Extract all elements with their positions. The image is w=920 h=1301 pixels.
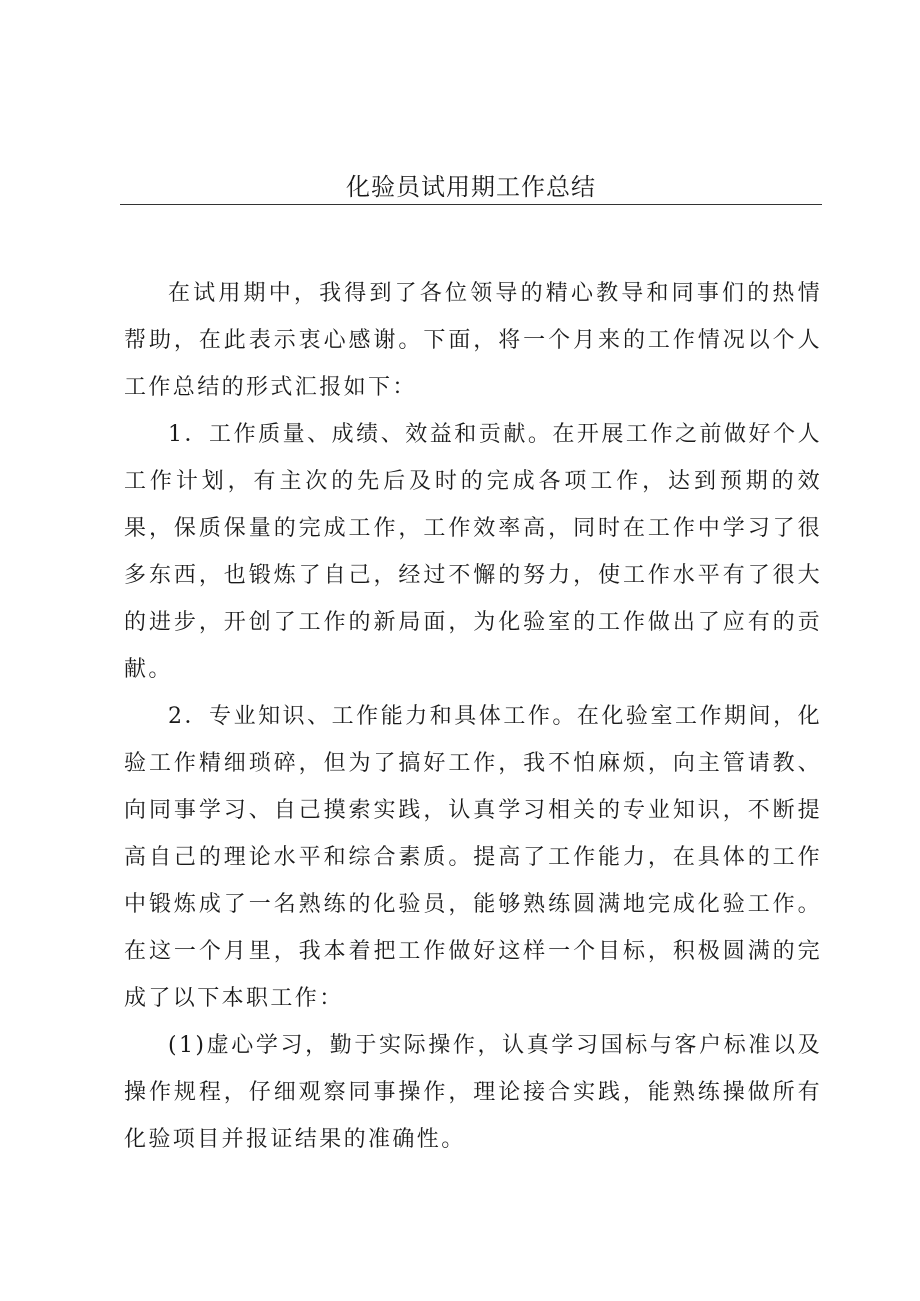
document-body — [124, 270, 822, 1163]
paragraph-section-2: 2．专业知识、工作能力和具体工作。在化验室工作期间，化验工作精细琐碎，但为了搞好工作，我不怕麻烦，向主管请教、向同事学习、自己摸索实践，认真学习相关的专业知识，不断提高自己的理论水平和综合素质。提高了工作能力，在具体的工作中锻炼成了一名熟练的化验员，能够熟练圆满地完成化验工作。在这一个月里，我本着把工作做好这样一个目标，积极圆满的完成了以下本职工作： — [124, 704, 822, 1011]
document-title: 化验员试用期工作总结 — [346, 173, 596, 201]
paragraph-item-1: (1)虚心学习，勤于实际操作，认真学习国标与客户标准以及操作规程，仔细观察同事操作，理论接合实践，能熟练操做所有化验项目并报证结果的准确性。 — [124, 1033, 822, 1152]
paragraph-intro: 在试用期中，我得到了各位领导的精心教导和同事们的热情帮助，在此表示衷心感谢。下面，将一个月来的工作情况以个人工作总结的形式汇报如下： — [124, 281, 822, 400]
title-underline — [120, 204, 822, 205]
paragraph-section-1: 1．工作质量、成绩、效益和贡献。在开展工作之前做好个人工作计划，有主次的先后及时的完成各项工作，达到预期的效果，保质保量的完成工作，工作效率高，同时在工作中学习了很多东西，也锻炼了自己，经过不懈的努力，使工作水平有了很大的进步，开创了工作的新局面，为化验室的工作做出了应有的贡献。 — [124, 422, 822, 682]
